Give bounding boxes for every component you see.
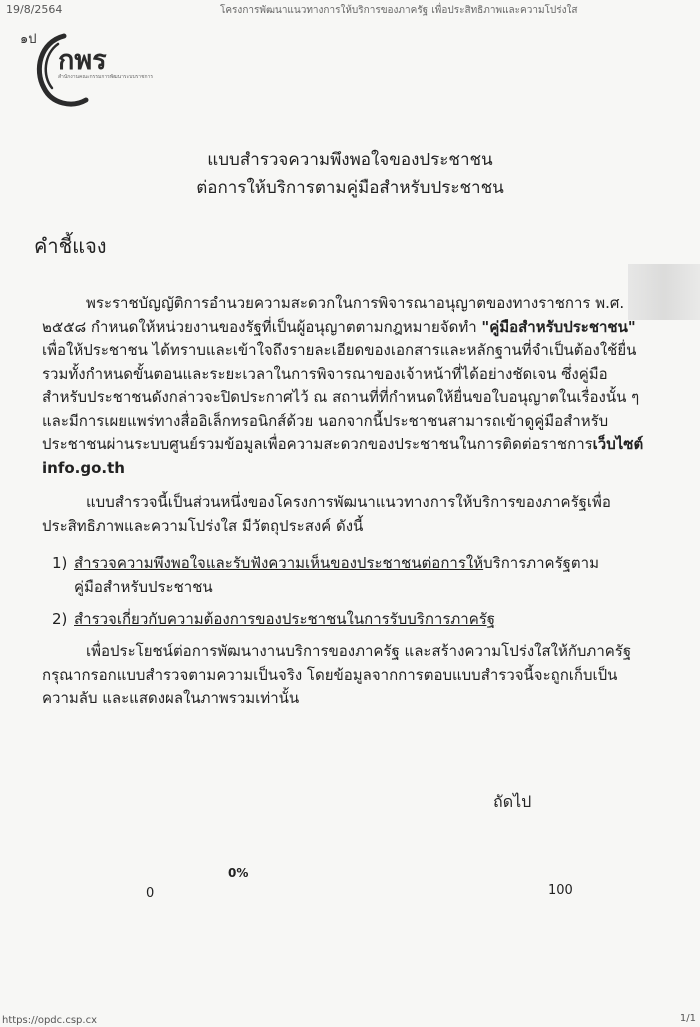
- logo-caption: สำนักงานคณะกรรมการพัฒนาระบบราชการ: [58, 74, 154, 80]
- logo-wordmark: กพร: [58, 45, 107, 76]
- manual-name-bold: "คู่มือสำหรับประชาชน": [481, 317, 636, 336]
- website-link[interactable]: เว็บไซต์ info.go.th: [42, 435, 644, 477]
- objective-item-2: [52, 608, 652, 632]
- objective-item-1: [52, 552, 652, 576]
- print-page-number: 1/1: [679, 1013, 696, 1024]
- opdc-logo: [28, 28, 154, 113]
- print-header-title: โครงการพัฒนาแนวทางการให้บริการของภาครัฐ เพื่อประสิทธิภาพและความโปร่งใส: [220, 5, 578, 16]
- privacy-paragraph: เพื่อประโยชน์ต่อการพัฒนางานบริการของภาครัฐ และสร้างความโปร่งใสให้กับภาครัฐ กรุณากรอกแบบสำรวจตามความเป็นจริง โดยข้อมูลจากการตอบแบบสำรวจนี้จะถูกเก็บเป็นความลับ และแสดงผลในภาพรวมเท่านั้น: [42, 642, 632, 707]
- intro-text-part1: พระราชบัญญัติการอำนวยความสะดวกในการพิจารณาอนุญาตของทางราชการ พ.ศ. ๒๕๕๘ กำหนดให้หน่วยงานของรัฐที่เป็นผู้อนุญาตตามกฎหมายจัดทำ: [42, 294, 625, 336]
- survey-title-line2: ต่อการให้บริการตามคู่มือสำหรับประชาชน: [196, 178, 504, 198]
- progress-min-label: 0: [146, 886, 155, 901]
- objective-2-number: 2): [52, 610, 68, 628]
- objective-1-number: 1): [52, 554, 68, 572]
- next-button[interactable]: ถัดไป: [493, 790, 531, 815]
- objective-1-rest: บริการภาครัฐตาม: [483, 554, 599, 572]
- print-footer-url: https://opdc.csp.cx: [2, 1015, 97, 1026]
- progress-max-label: 100: [548, 883, 573, 898]
- instructions-heading: คำชี้แจง: [34, 234, 107, 258]
- intro-paragraph: [42, 292, 650, 480]
- objective-1-continuation: คู่มือสำหรับประชาชน: [74, 578, 213, 596]
- survey-title-line1: แบบสำรวจความพึงพอใจของประชาชน: [207, 150, 493, 170]
- objective-2-underlined: สำรวจเกี่ยวกับความต้องการของประชาชนในการรับบริการภาครัฐ: [74, 610, 496, 628]
- print-date: 19/8/2564: [6, 3, 63, 16]
- purpose-paragraph: แบบสำรวจนี้เป็นส่วนหนึ่งของโครงการพัฒนาแนวทางการให้บริการของภาครัฐเพื่อประสิทธิภาพและความโปร่งใส มีวัตถุประสงค์ ดังนี้: [42, 493, 611, 535]
- objective-1-underlined: สำรวจความพึงพอใจและรับฟังความเห็นของประชาชนต่อการให้: [74, 554, 484, 572]
- logo-prefix: ๑ป: [20, 32, 37, 47]
- progress-percent: 0%: [228, 866, 249, 880]
- intro-text-part2: เพื่อให้ประชาชน ได้ทราบและเข้าใจถึงรายละเอียดของเอกสารและหลักฐานที่จำเป็นต้องใช้ยื่น รวมทั้งกำหนดขั้นตอนและระยะเวลาในการพิจารณาของเจ้าหน้าที่ได้อย่างชัดเจน ซึ่งคู่มือสำหรับประชาชนดังกล่าวจะปิดประกาศไว้ ณ สถานที่ที่กำหนดให้ยื่นขอใบอนุญาตในเรื่องนั้น ๆ และมีการเผยแพร่ทางสื่ออิเล็กทรอนิกส์ด้วย นอกจากนี้ประชาชนสามารถเข้าดูคู่มือสำหรับประชาชนผ่านระบบศูนย์รวมข้อมูลเพื่อความสะดวกของประชาชนในการติดต่อราชการ: [42, 341, 640, 453]
